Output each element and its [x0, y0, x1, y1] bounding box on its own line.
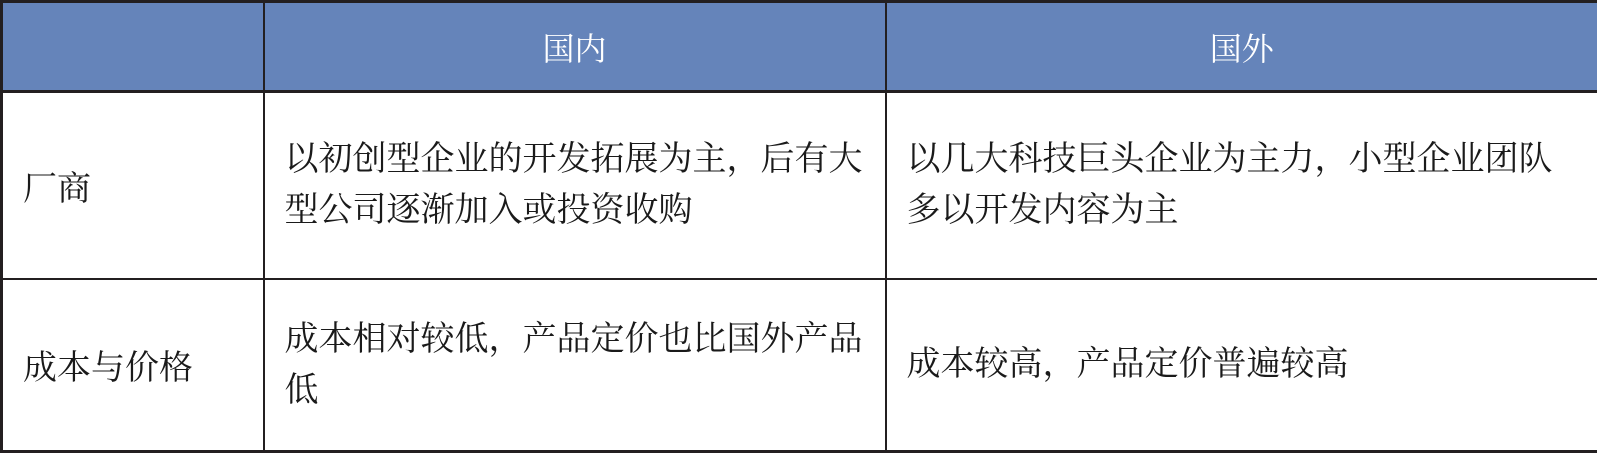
table-row: [2, 279, 1597, 452]
cell-cost-price-foreign: 成本较高，产品定价普遍较高: [886, 279, 1597, 452]
cell-cost-price-domestic: 成本相对较低，产品定价也比国外产品低: [264, 279, 886, 452]
cell-manufacturers-domestic: 以初创型企业的开发拓展为主，后有大型公司逐渐加入或投资收购: [264, 92, 886, 279]
row-label-cost-price: 成本与价格: [2, 279, 264, 452]
header-domestic-cell: 国内: [264, 2, 886, 92]
header-corner-cell: [2, 2, 264, 92]
table-header-row: [2, 2, 1597, 92]
table-row: [2, 92, 1597, 279]
cell-manufacturers-foreign: 以几大科技巨头企业为主力，小型企业团队多以开发内容为主: [886, 92, 1597, 279]
row-label-manufacturers: 厂商: [2, 92, 264, 279]
header-foreign-cell: 国外: [886, 2, 1597, 92]
